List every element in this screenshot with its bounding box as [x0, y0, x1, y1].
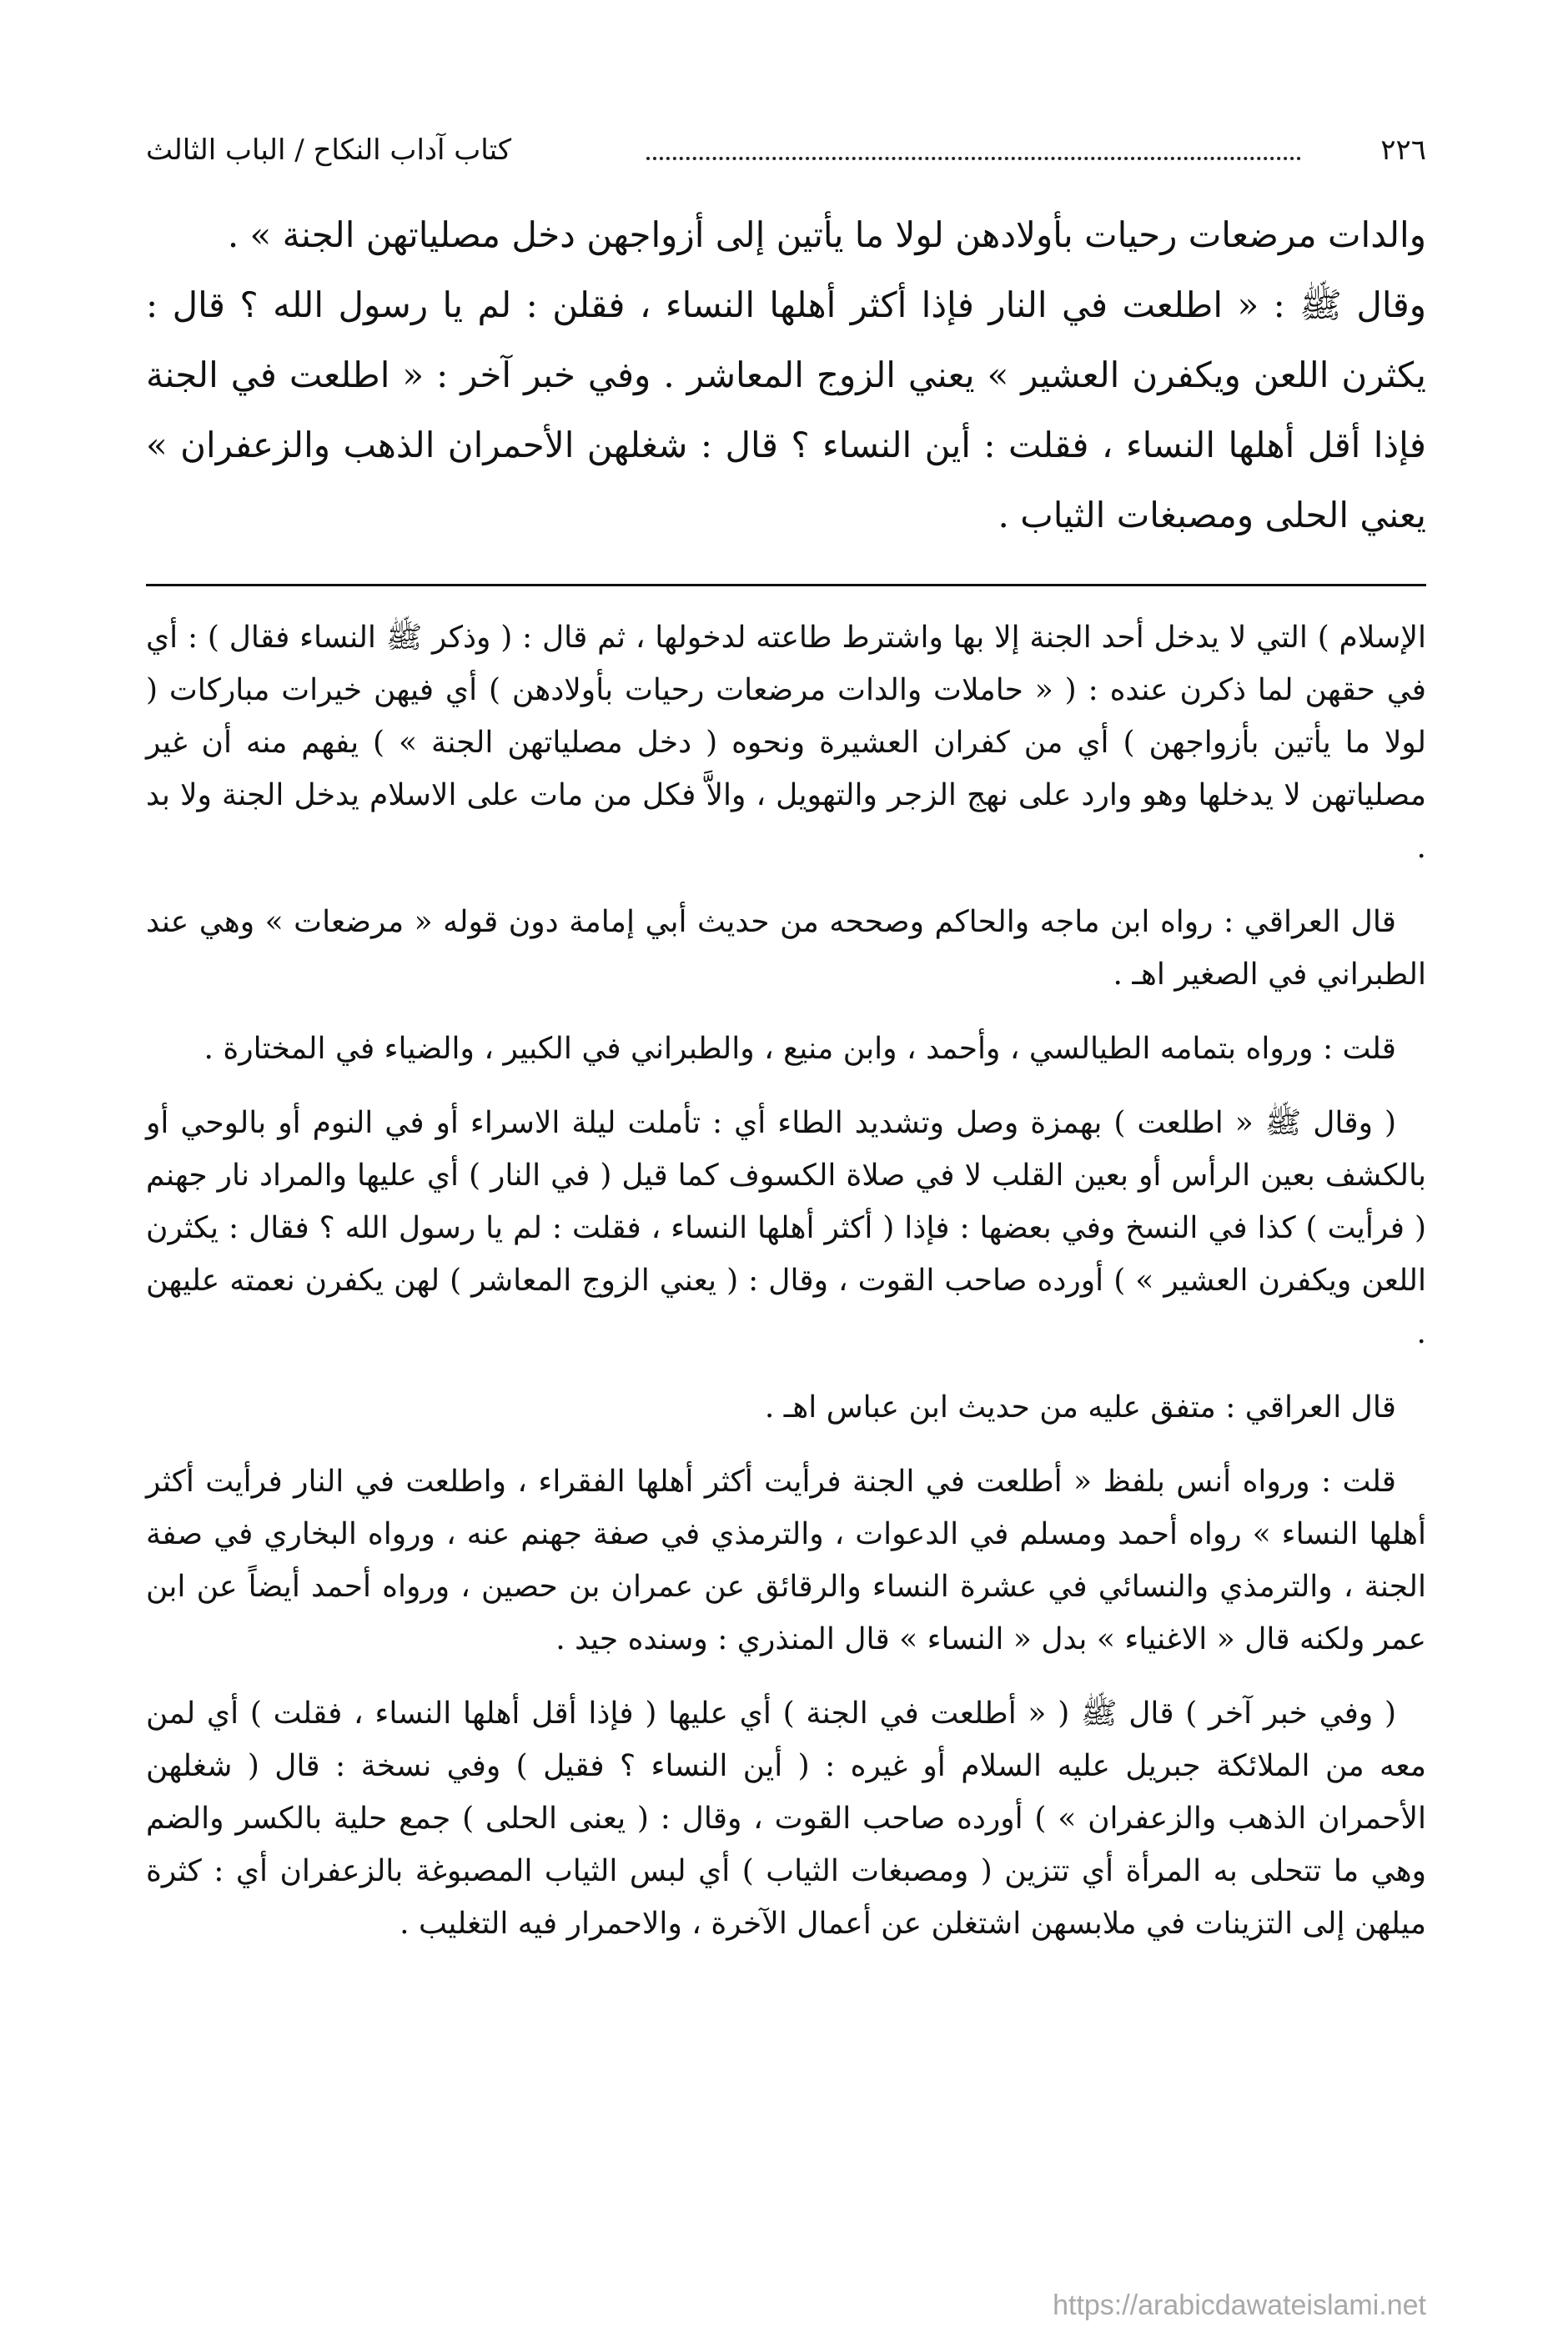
running-title: كتاب آداب النكاح / الباب الثالث: [146, 133, 512, 167]
commentary-paragraph: ( وفي خبر آخر ) قال ﷺ ( « أطلعت في الجنة ) أي عليها ( فإذا أقل أهلها النساء ، فقلت ) أي لمن معه من الملائكة جبريل عليه السلام أو غيره : ( أين النساء ؟ فقيل ) وفي نسخة : قال ( شغلهن الأحمران الذهب والزعفران » ) أورده صاحب القوت ، وقال : ( يعنى الحلى ) جمع حلية بالكسر والضم وهي ما تتحلى به المرأة أي تتزين ( ومصبغات الثياب ) أي لبس الثياب المصبوغة بالزعفران أي : كثرة ميلهن إلى التزينات في ملابسهن اشتغلن عن أعمال الآخرة ، والاحمرار فيه التغليب .: [146, 1696, 1427, 1941]
commentary-paragraph: قال العراقي : رواه ابن ماجه والحاكم وصححه من حديث أبي إمامة دون قوله « مرضعات » وهي عند الطبراني في الصغير اهـ .: [146, 905, 1426, 992]
commentary-paragraph: الإسلام ) التي لا يدخل أحد الجنة إلا بها واشترط طاعته لدخولها ، ثم قال : ( وذكر ﷺ النساء فقال ) : أي في حقهن لما ذكرن عنده : ( « حاملات والدات مرضعات رحيات بأولادهن ) أي فيهن خيرات مباركات ( لولا ما يأتين بأزواجهن ) أي من كفران العشيرة ونحوه ( دخل مصلياتهن الجنة » ) يفهم منه أن غير مصلياتهن لا يدخلها وهو وارد على نهج الزجر والتهويل ، والاَّ فكل من مات على الاسلام يدخل الجنة ولا بد .: [146, 621, 1427, 865]
commentary-paragraph: قلت : ورواه أنس بلفظ « أطلعت في الجنة فرأيت أكثر أهلها الفقراء ، واطلعت في النار فرأيت أكثر أهلها النساء » رواه أحمد ومسلم في الدعوات ، والترمذي في صفة جهنم عنه ، ورواه البخاري في صفة الجنة ، والترمذي والنسائي في عشرة النساء والرقائق عن عمران بن حصين ، ورواه أحمد أيضاً عن ابن عمر ولكنه قال « الاغنياء » بدل « النساء » قال المنذري : وسنده جيد .: [146, 1465, 1426, 1656]
book-page: [146, 117, 1426, 1972]
main-paragraph: وقال ﷺ : « اطلعت في النار فإذا أكثر أهلها النساء ، فقلن : لم يا رسول الله ؟ قال : يكثرن اللعن ويكفرن العشير » يعني الزوج المعاشر . وفي خبر آخر : « اطلعت في الجنة فإذا أقل أهلها النساء ، فقلت : أين النساء ؟ قال : شغلهن الأحمران الذهب والزعفران » يعني الحلى ومصبغات الثياب .: [146, 284, 1426, 535]
footnote-divider: [146, 584, 1426, 586]
commentary-paragraph: قال العراقي : متفق عليه من حديث ابن عباس اهـ .: [764, 1390, 1396, 1425]
commentary-paragraph: ( وقال ﷺ « اطلعت ) بهمزة وصل وتشديد الطاء أي : تأملت ليلة الاسراء أو في النوم أو بالوحي أو بالكشف بعين الرأس أو بعين القلب لا في صلاة الكسوف كما قيل ( في النار ) أي عليها والمراد نار جهنم ( فرأيت ) كذا في النسخ وفي بعضها : فإذا ( أكثر أهلها النساء ، فقلت : لم يا رسول الله ؟ فقال : يكثرن اللعن ويكفرن العشير » ) أورده صاحب القوت ، وقال : ( يعني الزوج المعاشر ) لهن يكفرن نعمته عليهن .: [146, 1106, 1426, 1350]
page-number: ٢٢٦: [1380, 133, 1426, 167]
main-text: [146, 200, 1426, 550]
main-paragraph: والدات مرضعات رحيات بأولادهن لولا ما يأتين إلى أزواجهن دخل مصلياتهن الجنة » .: [227, 214, 1426, 255]
header-dotted-leader: [646, 157, 1301, 160]
source-watermark: https://arabicdawateislami.net: [1053, 2289, 1426, 2321]
commentary-paragraph: قلت : ورواه بتمامه الطيالسي ، وأحمد ، وابن منيع ، والطبراني في الكبير ، والضياء في المختارة .: [204, 1032, 1396, 1066]
page-header: [146, 117, 1426, 175]
commentary: [146, 611, 1426, 1950]
